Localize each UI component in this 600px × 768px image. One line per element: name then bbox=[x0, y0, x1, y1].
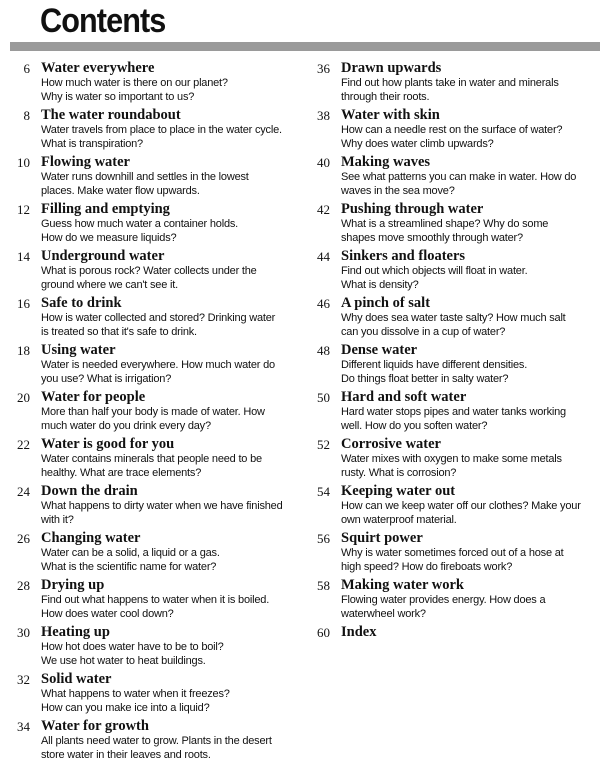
contents-entry bbox=[0, 107, 280, 154]
entry-description: Water travels from place to place in the water cycle. bbox=[41, 124, 282, 136]
contents-entry bbox=[305, 624, 585, 671]
contents-entry bbox=[0, 624, 280, 671]
contents-entry bbox=[305, 530, 585, 577]
entry-description: store water in their leaves and roots. bbox=[41, 749, 211, 761]
entry-description: well. How do you soften water? bbox=[341, 420, 488, 432]
contents-entry bbox=[0, 671, 280, 718]
contents-entry bbox=[305, 389, 585, 436]
entry-title: Safe to drink bbox=[41, 295, 122, 311]
contents-entry bbox=[0, 201, 280, 248]
entry-description: shapes move smoothly through water? bbox=[341, 232, 523, 244]
page-number: 6 bbox=[23, 61, 30, 76]
page-number: 10 bbox=[17, 155, 30, 170]
entry-description: Water is needed everywhere. How much water do bbox=[41, 359, 275, 371]
page-number: 48 bbox=[317, 343, 330, 358]
entry-description: Why is water so important to us? bbox=[41, 91, 195, 103]
entry-description: We use hot water to heat buildings. bbox=[41, 655, 206, 667]
entry-description: What is density? bbox=[341, 279, 419, 291]
contents-entry bbox=[0, 530, 280, 577]
entry-description: Why does sea water taste salty? How much salt bbox=[341, 312, 566, 324]
contents-entry bbox=[305, 154, 585, 201]
entry-title: Hard and soft water bbox=[341, 389, 467, 405]
entry-description: you use? What is irrigation? bbox=[41, 373, 172, 385]
page-number: 42 bbox=[317, 202, 330, 217]
entry-title: Filling and emptying bbox=[41, 201, 170, 217]
entry-title: Water with skin bbox=[341, 107, 440, 123]
contents-column-left bbox=[0, 60, 283, 765]
contents-entry bbox=[305, 295, 585, 342]
entry-description: Guess how much water a container holds. bbox=[41, 218, 239, 230]
entry-description: What happens to water when it freezes? bbox=[41, 688, 230, 700]
entry-title: Solid water bbox=[41, 671, 112, 687]
entry-description: Do things float better in salty water? bbox=[341, 373, 509, 385]
page-number: 56 bbox=[317, 531, 330, 546]
title-divider-bar bbox=[10, 42, 600, 51]
entry-description: How much water is there on our planet? bbox=[41, 77, 228, 89]
entry-description: through their roots. bbox=[341, 91, 430, 103]
page-number: 28 bbox=[17, 578, 30, 593]
page-number: 30 bbox=[17, 625, 30, 640]
contents-entry bbox=[0, 295, 280, 342]
entry-title: Down the drain bbox=[41, 483, 138, 499]
entry-description: How does water cool down? bbox=[41, 608, 174, 620]
page-number: 22 bbox=[17, 437, 30, 452]
entry-title: Water everywhere bbox=[41, 60, 155, 76]
entry-title: The water roundabout bbox=[41, 107, 181, 123]
entry-description: How can you make ice into a liquid? bbox=[41, 702, 210, 714]
entry-description: is treated so that it's safe to drink. bbox=[41, 326, 197, 338]
entry-title: Underground water bbox=[41, 248, 165, 264]
entry-description: How can we keep water off our clothes? Make your bbox=[341, 500, 581, 512]
entry-description: healthy. What are trace elements? bbox=[41, 467, 202, 479]
entry-description: places. Make water flow upwards. bbox=[41, 185, 200, 197]
entry-title: Sinkers and floaters bbox=[341, 248, 466, 264]
page-number: 8 bbox=[23, 108, 30, 123]
contents-entry bbox=[0, 436, 280, 483]
contents-entry bbox=[0, 718, 280, 765]
contents-entry bbox=[0, 342, 280, 389]
entry-title: Dense water bbox=[341, 342, 418, 358]
page-number: 34 bbox=[17, 719, 30, 734]
entry-description: high speed? How do fireboats work? bbox=[341, 561, 513, 573]
entry-title: Keeping water out bbox=[341, 483, 456, 499]
page-number: 26 bbox=[17, 531, 30, 546]
contents-entry bbox=[0, 248, 280, 295]
entry-description: Flowing water provides energy. How does a bbox=[341, 594, 546, 606]
page-number: 12 bbox=[17, 202, 30, 217]
page-number: 50 bbox=[317, 390, 330, 405]
entry-description: waterwheel work? bbox=[341, 608, 426, 620]
entry-description: with it? bbox=[41, 514, 74, 526]
contents-entry bbox=[0, 389, 280, 436]
contents-entry bbox=[0, 154, 280, 201]
entry-title: Corrosive water bbox=[341, 436, 441, 452]
contents-entry bbox=[305, 201, 585, 248]
contents-entry bbox=[305, 436, 585, 483]
entry-description: What happens to dirty water when we have finished bbox=[41, 500, 283, 512]
entry-description: Why does water climb upwards? bbox=[341, 138, 494, 150]
entry-title: Making waves bbox=[341, 154, 431, 170]
page-number: 24 bbox=[17, 484, 30, 499]
contents-entry bbox=[0, 483, 283, 530]
entry-description: own waterproof material. bbox=[341, 514, 457, 526]
page-number: 18 bbox=[17, 343, 30, 358]
entry-description: rusty. What is corrosion? bbox=[341, 467, 457, 479]
entry-description: What is the scientific name for water? bbox=[41, 561, 217, 573]
entry-description: What is porous rock? Water collects under the bbox=[41, 265, 257, 277]
entry-description: What is transpiration? bbox=[41, 138, 143, 150]
entry-description: See what patterns you can make in water. How do bbox=[341, 171, 577, 183]
contents-entry bbox=[305, 577, 585, 624]
page-number: 60 bbox=[317, 625, 330, 640]
contents-entry bbox=[305, 342, 585, 389]
entry-title: Drawn upwards bbox=[341, 60, 442, 76]
entry-title: Pushing through water bbox=[341, 201, 484, 217]
page-number: 32 bbox=[17, 672, 30, 687]
entry-description: Water contains minerals that people need to be bbox=[41, 453, 262, 465]
entry-title: Making water work bbox=[341, 577, 464, 593]
page-number: 54 bbox=[317, 484, 330, 499]
entry-description: Water mixes with oxygen to make some metals bbox=[341, 453, 562, 465]
page-number: 52 bbox=[317, 437, 330, 452]
entry-title: Using water bbox=[41, 342, 116, 358]
page-number: 16 bbox=[17, 296, 30, 311]
entry-description: Different liquids have different densities. bbox=[341, 359, 528, 371]
entry-description: Why is water sometimes forced out of a hose at bbox=[341, 547, 564, 559]
entry-description: Water runs downhill and settles in the lowest bbox=[41, 171, 249, 183]
page-number: 36 bbox=[317, 61, 330, 76]
entry-title: Index bbox=[341, 624, 377, 640]
entry-title: Changing water bbox=[41, 530, 141, 546]
contents-entry bbox=[305, 107, 585, 154]
entry-description: Hard water stops pipes and water tanks working bbox=[341, 406, 566, 418]
entry-description: Find out what happens to water when it is boiled. bbox=[41, 594, 270, 606]
page-title: Contents bbox=[40, 2, 166, 40]
contents-entry bbox=[305, 60, 585, 107]
entry-description: How do we measure liquids? bbox=[41, 232, 177, 244]
entry-description: ground where we can't see it. bbox=[41, 279, 178, 291]
page-number: 38 bbox=[317, 108, 330, 123]
entry-description: Find out how plants take in water and minerals bbox=[341, 77, 559, 89]
entry-description: can you dissolve in a cup of water? bbox=[341, 326, 506, 338]
entry-title: Drying up bbox=[41, 577, 105, 593]
contents-entry bbox=[0, 577, 280, 624]
entry-title: Flowing water bbox=[41, 154, 130, 170]
contents-entry bbox=[305, 483, 585, 530]
entry-title: Water is good for you bbox=[41, 436, 175, 452]
page-number: 58 bbox=[317, 578, 330, 593]
contents-entry bbox=[0, 60, 280, 107]
entry-description: Water can be a solid, a liquid or a gas. bbox=[41, 547, 220, 559]
entry-description: What is a streamlined shape? Why do some bbox=[341, 218, 549, 230]
contents-entry bbox=[305, 248, 585, 295]
entry-description: How hot does water have to be to boil? bbox=[41, 641, 224, 653]
entry-description: How is water collected and stored? Drinking water bbox=[41, 312, 276, 324]
entry-title: A pinch of salt bbox=[341, 295, 431, 311]
entry-title: Water for people bbox=[41, 389, 146, 405]
entry-description: much water do you drink every day? bbox=[41, 420, 211, 432]
entry-description: How can a needle rest on the surface of water? bbox=[341, 124, 563, 136]
entry-title: Water for growth bbox=[41, 718, 149, 734]
page-number: 46 bbox=[317, 296, 330, 311]
page-number: 14 bbox=[17, 249, 30, 264]
page-number: 20 bbox=[17, 390, 30, 405]
page-number: 40 bbox=[317, 155, 330, 170]
contents-column-right bbox=[305, 60, 585, 671]
entry-description: More than half your body is made of water. How bbox=[41, 406, 265, 418]
entry-title: Squirt power bbox=[341, 530, 423, 546]
entry-description: All plants need water to grow. Plants in the desert bbox=[41, 735, 272, 747]
entry-description: waves in the sea move? bbox=[341, 185, 455, 197]
entry-description: Find out which objects will float in water. bbox=[341, 265, 528, 277]
page-number: 44 bbox=[317, 249, 330, 264]
entry-title: Heating up bbox=[41, 624, 110, 640]
